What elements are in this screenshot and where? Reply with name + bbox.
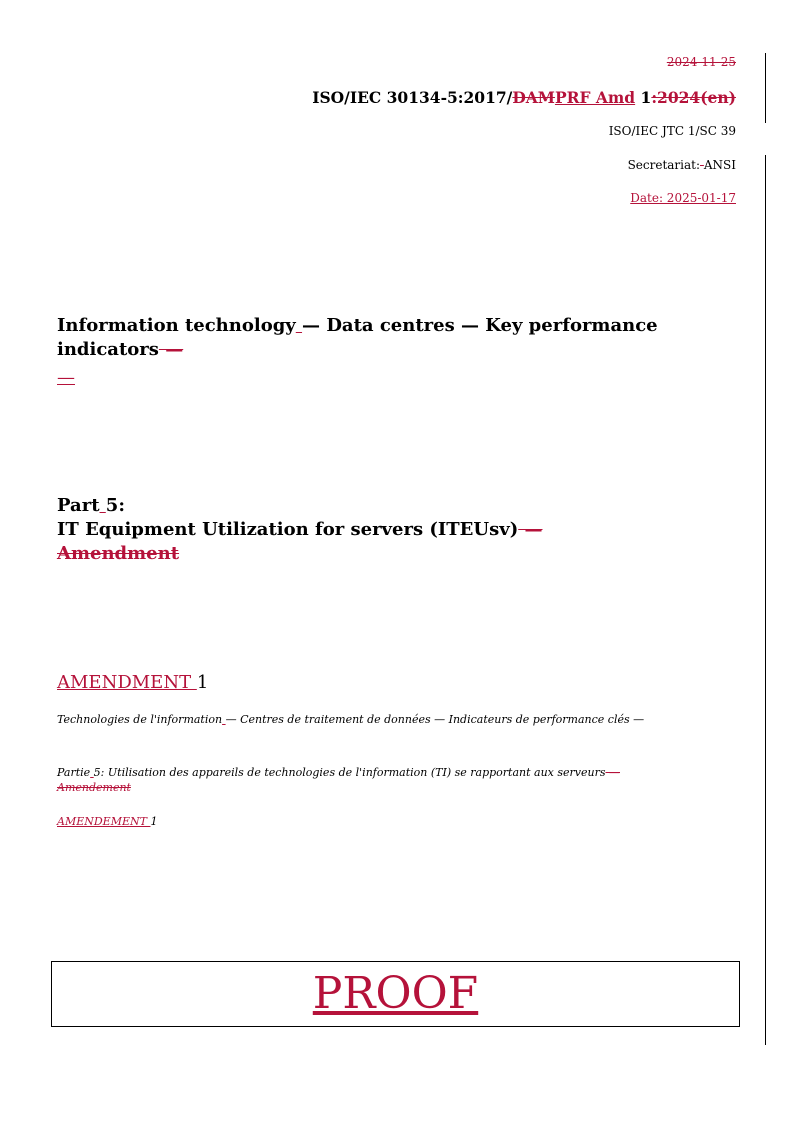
main-title — [57, 314, 697, 362]
title-part2: — Data centres — Key performance indicators — [57, 315, 658, 360]
part-deleted-dash: — — [518, 519, 543, 540]
title-inserted-dash: — — [57, 367, 75, 388]
secretariat-label: Secretariat: — [627, 158, 701, 172]
doc-ref-number: 1 — [635, 88, 652, 107]
french-part — [57, 766, 620, 780]
french-title — [57, 713, 644, 727]
part-deleted-amendment: Amendment — [57, 543, 180, 564]
doc-ref-deleted-stage: DAM — [512, 88, 555, 107]
secretariat-value: ANSI — [703, 158, 736, 172]
fr-title-part1: Technologies de l'information — [57, 713, 223, 726]
doc-ref-base: ISO/IEC 30134-5:2017/ — [312, 88, 513, 107]
part-number: 5: — [105, 495, 125, 516]
fr-amendment-inserted-word: AMENDEMENT — [57, 815, 151, 828]
secretariat — [628, 158, 736, 172]
part-heading — [57, 494, 697, 518]
fr-part-text: 5: Utilisation des appareils de technologies de l'information (TI) se rapportant aux serveurs — [93, 766, 606, 779]
amendment-number: 1 — [196, 672, 209, 693]
document-reference — [312, 88, 736, 107]
part-title-text: IT Equipment Utilization for servers (ITEUsv) — [57, 519, 519, 540]
part-title — [57, 518, 697, 542]
new-date: Date: 2025-01-17 — [630, 191, 736, 205]
change-bar-top — [765, 53, 766, 123]
fr-amendment-line — [57, 815, 157, 829]
fr-title-part2: — Centres de traitement de données — Indicateurs de performance clés — — [225, 713, 645, 726]
doc-ref-inserted-stage: PRF Amd — [554, 88, 636, 107]
amendment-inserted-word: AMENDMENT — [57, 672, 197, 693]
fr-amendment-number: 1 — [150, 815, 158, 828]
title-deleted-dash: — — [158, 339, 184, 360]
proof-box — [51, 961, 740, 1027]
proof-label: PROOF — [312, 968, 479, 1019]
fr-part-deleted-dash: — — [605, 766, 620, 779]
change-bar-main — [765, 155, 766, 1045]
part-label: Part — [57, 495, 100, 516]
amendment-line — [57, 672, 208, 693]
old-date: 2024-11-25 — [666, 55, 736, 69]
fr-deleted-amendment: Amendement — [57, 781, 131, 794]
committee: ISO/IEC JTC 1/SC 39 — [608, 124, 736, 138]
doc-ref-deleted-year: :2024(en) — [651, 88, 736, 107]
title-part1: Information technology — [57, 315, 296, 336]
fr-part-label: Partie — [57, 766, 91, 779]
